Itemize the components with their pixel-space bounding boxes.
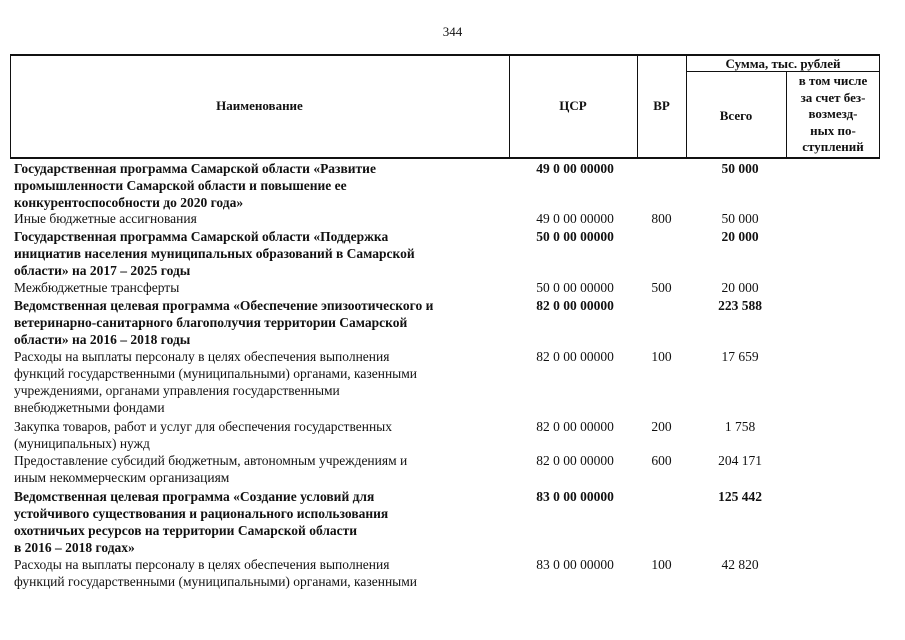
row-name: Ведомственная целевая программа «Обеспечение эпизоотического и ветеринарно-санитарного благополучия территории Самарской области» на 2016 – 2018 годы bbox=[14, 298, 434, 347]
row-vr: 100 bbox=[651, 557, 672, 572]
row-name: Расходы на выплаты персоналу в целях обеспечения выполнения функций государственными (муниципальными) органами, казенными учреждениями, органами управления государственными внебюджетными фондами bbox=[14, 349, 418, 415]
row-csr: 50 0 00 00000 bbox=[536, 280, 614, 295]
row-vr: 100 bbox=[651, 349, 672, 364]
header-vr: ВР bbox=[653, 98, 670, 113]
row-total: 1 758 bbox=[724, 419, 756, 434]
row-csr: 83 0 00 00000 bbox=[536, 557, 614, 572]
header-sum: Сумма, тыс. рублей bbox=[725, 56, 841, 71]
row-csr: 49 0 00 00000 bbox=[536, 211, 614, 226]
row-csr: 82 0 00 00000 bbox=[536, 298, 614, 313]
header-total: Всего bbox=[719, 108, 753, 123]
row-csr: 50 0 00 00000 bbox=[536, 229, 614, 244]
row-total: 20 000 bbox=[721, 229, 759, 244]
row-name: Расходы на выплаты персоналу в целях обеспечения выполнения функций государственными (муниципальными) органами, казенными bbox=[14, 557, 418, 589]
header-csr: ЦСР bbox=[559, 98, 587, 113]
row-name: Государственная программа Самарской области «Развитие промышленности Самарской области и повышение ее конкурентоспособности до 2020 года» bbox=[14, 161, 376, 210]
row-total: 42 820 bbox=[721, 557, 759, 572]
header-name: Наименование bbox=[216, 98, 303, 113]
row-total: 17 659 bbox=[721, 349, 759, 364]
row-csr: 82 0 00 00000 bbox=[536, 419, 614, 434]
row-total: 50 000 bbox=[721, 211, 759, 226]
row-total: 50 000 bbox=[721, 161, 759, 176]
row-name: Государственная программа Самарской области «Поддержка инициатив населения муниципальных образований в Самарской области» на 2017 – 2025 годы bbox=[14, 229, 415, 278]
row-csr: 82 0 00 00000 bbox=[536, 349, 614, 364]
row-total: 204 171 bbox=[718, 453, 762, 468]
row-total: 20 000 bbox=[721, 280, 759, 295]
row-vr: 800 bbox=[651, 211, 672, 226]
row-name: Закупка товаров, работ и услуг для обеспечения государственных (муниципальных) нужд bbox=[14, 419, 393, 451]
row-csr: 82 0 00 00000 bbox=[536, 453, 614, 468]
row-csr: 49 0 00 00000 bbox=[536, 161, 614, 176]
row-total: 125 442 bbox=[718, 489, 762, 504]
table-header-bottom-border bbox=[10, 157, 880, 159]
row-vr: 600 bbox=[651, 453, 672, 468]
row-name: Предоставление субсидий бюджетным, автономным учреждениям и иным некоммерческим организациям bbox=[14, 453, 408, 485]
row-csr: 83 0 00 00000 bbox=[536, 489, 614, 504]
page-number: 344 bbox=[442, 24, 463, 39]
row-vr: 200 bbox=[651, 419, 672, 434]
row-name: Иные бюджетные ассигнования bbox=[14, 211, 197, 226]
row-name: Межбюджетные трансферты bbox=[14, 280, 180, 295]
row-total: 223 588 bbox=[718, 298, 762, 313]
row-vr: 500 bbox=[651, 280, 672, 295]
header-incl-gratuitous: в том числе за счет без- возмезд- ных по- ступлений bbox=[798, 73, 868, 154]
row-name: Ведомственная целевая программа «Создание условий для устойчивого существования и рационального использования охотничьих ресурсов на территории Самарской области в 2016 – 2018 годах» bbox=[14, 489, 389, 555]
